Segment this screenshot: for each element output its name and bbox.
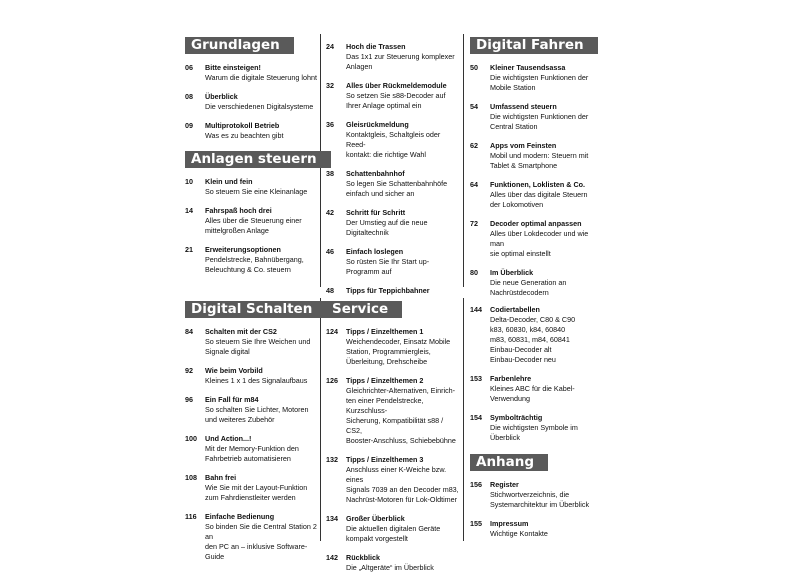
toc-entry bbox=[185, 327, 317, 357]
toc-entry bbox=[185, 92, 317, 112]
toc-entry bbox=[185, 121, 317, 141]
column-divider bbox=[463, 298, 464, 541]
entry-title: Umfassend steuern bbox=[490, 102, 557, 111]
toc-entry bbox=[326, 247, 461, 277]
entry-description: Der Umstieg auf die neue Digitaltechnik bbox=[346, 218, 428, 237]
page-number: 21 bbox=[185, 245, 193, 254]
entry-title: Apps vom Feinsten bbox=[490, 141, 557, 150]
entry-description: Stichwortverzeichnis, die Systemarchitektur im Überblick bbox=[490, 490, 590, 509]
entry-description: Alles über die Steuerung einer mittelgroßen Anlage bbox=[205, 216, 302, 235]
entry-text bbox=[346, 169, 447, 199]
entry-description: Alles über Lokdecoder und wie man sie optimal einstellt bbox=[490, 229, 589, 258]
entry-text bbox=[205, 92, 313, 112]
entry-title: Schattenbahnhof bbox=[346, 169, 405, 178]
entry-description: Die aktuellen digitalen Geräte kompakt vorgestellt bbox=[346, 524, 441, 543]
entry-text bbox=[346, 208, 461, 238]
toc-entry bbox=[326, 169, 461, 199]
entry-text bbox=[490, 180, 588, 210]
entry-description: Die wichtigsten Funktionen der Central Station bbox=[490, 112, 589, 131]
entry-description: So steuern Sie Ihre Weichen und Signale digital bbox=[205, 337, 311, 356]
entry-text bbox=[205, 121, 283, 141]
entry-title: Tipps / Einzelthemen 2 bbox=[346, 376, 424, 385]
entry-description: So steuern Sie eine Kleinanlage bbox=[205, 187, 308, 196]
entry-text bbox=[490, 268, 566, 298]
entry-text bbox=[490, 305, 575, 365]
page-number: 06 bbox=[185, 63, 193, 72]
entry-title: Hoch die Trassen bbox=[346, 42, 406, 51]
section-service bbox=[326, 300, 461, 582]
entry-text bbox=[490, 519, 548, 539]
section-heading: Grundlagen bbox=[185, 37, 294, 54]
toc-entry bbox=[470, 219, 600, 259]
section-anhang bbox=[470, 453, 600, 548]
entry-title: Bahn frei bbox=[205, 473, 237, 482]
entry-title: Symbolträchtig bbox=[490, 413, 543, 422]
entry-title: Wie beim Vorbild bbox=[205, 366, 263, 375]
section-column-2 bbox=[326, 42, 461, 305]
toc-entry bbox=[326, 327, 461, 367]
toc-entry bbox=[470, 519, 600, 539]
entry-description: Die wichtigsten Symbole im Überblick bbox=[490, 423, 578, 442]
entry-title: Fahrspaß hoch drei bbox=[205, 206, 272, 215]
entry-description: Die neue Generation an Nachrüstdecodern bbox=[490, 278, 567, 297]
entry-description: Kleines 1 x 1 des Signalaufbaus bbox=[205, 376, 308, 385]
entry-text bbox=[490, 63, 588, 93]
entry-title: Funktionen, Loklisten & Co. bbox=[490, 180, 586, 189]
page-number: 108 bbox=[185, 473, 197, 482]
toc-entry bbox=[326, 42, 461, 72]
entry-text bbox=[205, 366, 307, 386]
page-number: 84 bbox=[185, 327, 193, 336]
section-heading: Anlagen steuern bbox=[185, 151, 331, 168]
toc-entry bbox=[326, 208, 461, 238]
entry-title: Bitte einsteigen! bbox=[205, 63, 261, 72]
entry-title: Gleisrückmeldung bbox=[346, 120, 409, 129]
section-grundlagen bbox=[185, 36, 317, 150]
entry-description: Wie Sie mit der Layout-Funktion zum Fahrdienstleiter werden bbox=[205, 483, 308, 502]
page-number: 126 bbox=[326, 376, 338, 385]
page-number: 48 bbox=[326, 286, 334, 295]
page-number: 54 bbox=[470, 102, 478, 111]
page-number: 36 bbox=[326, 120, 334, 129]
entry-description: So legen Sie Schattenbahnhöfe einfach und sicher an bbox=[346, 179, 448, 198]
entry-description: Kontaktgleis, Schaltgleis oder Reed- kontakt: die richtige Wahl bbox=[346, 130, 441, 159]
toc-entry bbox=[326, 553, 461, 573]
section-digital-schalten bbox=[185, 300, 317, 571]
section-heading: Digital Fahren bbox=[470, 37, 598, 54]
toc-entry bbox=[326, 376, 461, 446]
entry-title: Schalten mit der CS2 bbox=[205, 327, 277, 336]
toc-entry bbox=[185, 366, 317, 386]
entry-text bbox=[205, 245, 304, 275]
entry-text bbox=[346, 42, 455, 72]
entry-title: Farbenlehre bbox=[490, 374, 532, 383]
page-number: 38 bbox=[326, 169, 334, 178]
page-number: 124 bbox=[326, 327, 338, 336]
entry-text bbox=[205, 512, 317, 562]
toc-entry bbox=[326, 81, 461, 111]
entry-text bbox=[490, 102, 588, 132]
toc-entry bbox=[185, 473, 317, 503]
page-number: 144 bbox=[470, 305, 482, 314]
entry-description: Pendelstrecke, Bahnübergang, Beleuchtung & Co. steuern bbox=[205, 255, 304, 274]
entry-text bbox=[490, 480, 589, 510]
entry-text bbox=[346, 376, 461, 446]
entry-description: So binden Sie die Central Station 2 an den PC an – inklusive Software-Guide bbox=[205, 522, 317, 561]
entry-description: Delta-Decoder, C80 & C90 k83, 60830, k84, 60840 m83, 60831, m84, 60841 Einbau-Decoder alt Einbau-Decoder neu bbox=[490, 315, 576, 364]
toc-entry bbox=[470, 268, 600, 298]
entry-text bbox=[205, 395, 308, 425]
toc-entry bbox=[326, 514, 461, 544]
entry-title: Und Action...! bbox=[205, 434, 252, 443]
entry-text bbox=[346, 327, 450, 367]
entry-title: Überblick bbox=[205, 92, 238, 101]
entry-description: Die verschiedenen Digitalsysteme bbox=[205, 102, 314, 111]
toc-entry bbox=[470, 180, 600, 210]
section-digital-fahren bbox=[470, 36, 600, 307]
entry-description: Wichtige Kontakte bbox=[490, 529, 548, 538]
toc-entry bbox=[470, 305, 600, 365]
toc-entry bbox=[185, 245, 317, 275]
page-number: 116 bbox=[185, 512, 197, 521]
entry-description: So schalten Sie Lichter, Motoren und weiteres Zubehör bbox=[205, 405, 309, 424]
entry-text bbox=[346, 120, 461, 160]
entry-title: Großer Überblick bbox=[346, 514, 405, 523]
toc-entry bbox=[470, 141, 600, 171]
toc-entry bbox=[326, 286, 461, 296]
toc-entry bbox=[326, 455, 461, 505]
section-anlagen-steuern bbox=[185, 150, 317, 284]
entry-text bbox=[346, 514, 440, 544]
toc-entry bbox=[470, 102, 600, 132]
entry-description: Das 1x1 zur Steuerung komplexer Anlagen bbox=[346, 52, 455, 71]
page-number: 42 bbox=[326, 208, 334, 217]
toc-entry bbox=[470, 480, 600, 510]
entry-text bbox=[490, 374, 575, 404]
page-number: 100 bbox=[185, 434, 197, 443]
page-number: 14 bbox=[185, 206, 193, 215]
entry-title: Erweiterungsoptionen bbox=[205, 245, 281, 254]
page-number: 80 bbox=[470, 268, 478, 277]
toc-entry bbox=[470, 63, 600, 93]
toc-entry bbox=[185, 177, 317, 197]
page-number: 156 bbox=[470, 480, 482, 489]
toc-entry bbox=[185, 512, 317, 562]
page-number: 72 bbox=[470, 219, 478, 228]
page-number: 50 bbox=[470, 63, 478, 72]
entry-title: Einfach loslegen bbox=[346, 247, 404, 256]
entry-title: Multiprotokoll Betrieb bbox=[205, 121, 280, 130]
section-heading: Service bbox=[326, 301, 402, 318]
entry-description: Kleines ABC für die Kabel- Verwendung bbox=[490, 384, 575, 403]
entry-title: Alles über Rückmeldemodule bbox=[346, 81, 447, 90]
toc-entry bbox=[185, 63, 317, 83]
section-heading: Anhang bbox=[470, 454, 548, 471]
toc-entry bbox=[326, 120, 461, 160]
entry-title: Tipps / Einzelthemen 1 bbox=[346, 327, 424, 336]
section-column-6 bbox=[470, 305, 600, 452]
entry-text bbox=[205, 473, 307, 503]
column-divider bbox=[320, 298, 321, 541]
entry-text bbox=[205, 177, 307, 197]
entry-title: Kleiner Tausendsassa bbox=[490, 63, 566, 72]
entry-text bbox=[205, 206, 302, 236]
toc-entry bbox=[185, 395, 317, 425]
page-number: 96 bbox=[185, 395, 193, 404]
page-number: 64 bbox=[470, 180, 478, 189]
entry-text bbox=[346, 553, 434, 573]
page-number: 09 bbox=[185, 121, 193, 130]
page-number: 154 bbox=[470, 413, 482, 422]
page-number: 10 bbox=[185, 177, 193, 186]
entry-title: Impressum bbox=[490, 519, 529, 528]
entry-text bbox=[205, 434, 299, 464]
page-number: 46 bbox=[326, 247, 334, 256]
toc-entry bbox=[185, 206, 317, 236]
entry-description: So rüsten Sie Ihr Start up- Programm auf bbox=[346, 257, 430, 276]
page-number: 134 bbox=[326, 514, 338, 523]
entry-text bbox=[346, 455, 461, 505]
entry-title: Klein und fein bbox=[205, 177, 253, 186]
entry-title: Decoder optimal anpassen bbox=[490, 219, 582, 228]
entry-text bbox=[490, 141, 588, 171]
entry-description: So setzen Sie s88-Decoder auf Ihrer Anlage optimal ein bbox=[346, 91, 446, 110]
page-number: 132 bbox=[326, 455, 338, 464]
page-number: 92 bbox=[185, 366, 193, 375]
entry-text bbox=[490, 219, 600, 259]
page-number: 153 bbox=[470, 374, 482, 383]
toc-entry bbox=[470, 413, 600, 443]
toc-entry bbox=[470, 374, 600, 404]
page-number: 08 bbox=[185, 92, 193, 101]
page-number: 62 bbox=[470, 141, 478, 150]
entry-text bbox=[490, 413, 578, 443]
page-number: 32 bbox=[326, 81, 334, 90]
entry-title: Rückblick bbox=[346, 553, 380, 562]
entry-description: Die wichtigsten Funktionen der Mobile Station bbox=[490, 73, 589, 92]
toc-entry bbox=[185, 434, 317, 464]
entry-text bbox=[346, 286, 430, 296]
entry-title: Schritt für Schritt bbox=[346, 208, 406, 217]
page-number: 155 bbox=[470, 519, 482, 528]
entry-text bbox=[346, 81, 447, 111]
entry-title: Codiertabellen bbox=[490, 305, 540, 314]
column-divider bbox=[463, 34, 464, 287]
entry-title: Einfache Bedienung bbox=[205, 512, 275, 521]
entry-description: Mit der Memory-Funktion den Fahrbetrieb automatisieren bbox=[205, 444, 299, 463]
entry-description: Warum die digitale Steuerung lohnt bbox=[205, 73, 318, 82]
entry-title: Register bbox=[490, 480, 519, 489]
section-heading: Digital Schalten bbox=[185, 301, 326, 318]
entry-description: Weichendecoder, Einsatz Mobile Station, Programmiergleis, Überleitung, Drehscheibe bbox=[346, 337, 451, 366]
entry-description: Was es zu beachten gibt bbox=[205, 131, 284, 140]
entry-title: Tipps / Einzelthemen 3 bbox=[346, 455, 424, 464]
entry-title: Im Überblick bbox=[490, 268, 534, 277]
entry-description: Gleichrichter-Alternativen, Einrich- ten einer Pendelstrecke, Kurzschluss- Sicherung, Kompatibilität s88 / CS2, Booster-Anschluss, Schiebebühne bbox=[346, 386, 456, 445]
entry-text bbox=[205, 327, 310, 357]
entry-description: Anschluss einer K-Weiche bzw. eines Signals 7039 an den Decoder m83, Nachrüst-Motoren für Lok-Oldtimer bbox=[346, 465, 459, 504]
entry-description: Die „Altgeräte“ im Überblick bbox=[346, 563, 434, 572]
page-number: 142 bbox=[326, 553, 338, 562]
entry-title: Ein Fall für m84 bbox=[205, 395, 259, 404]
entry-description: Alles über das digitale Steuern der Lokomotiven bbox=[490, 190, 588, 209]
page-number: 24 bbox=[326, 42, 334, 51]
entry-text bbox=[346, 247, 429, 277]
entry-text bbox=[205, 63, 317, 83]
entry-title: Tipps für Teppichbahner bbox=[346, 286, 430, 295]
entry-description: Mobil und modern: Steuern mit Tablet & Smartphone bbox=[490, 151, 589, 170]
